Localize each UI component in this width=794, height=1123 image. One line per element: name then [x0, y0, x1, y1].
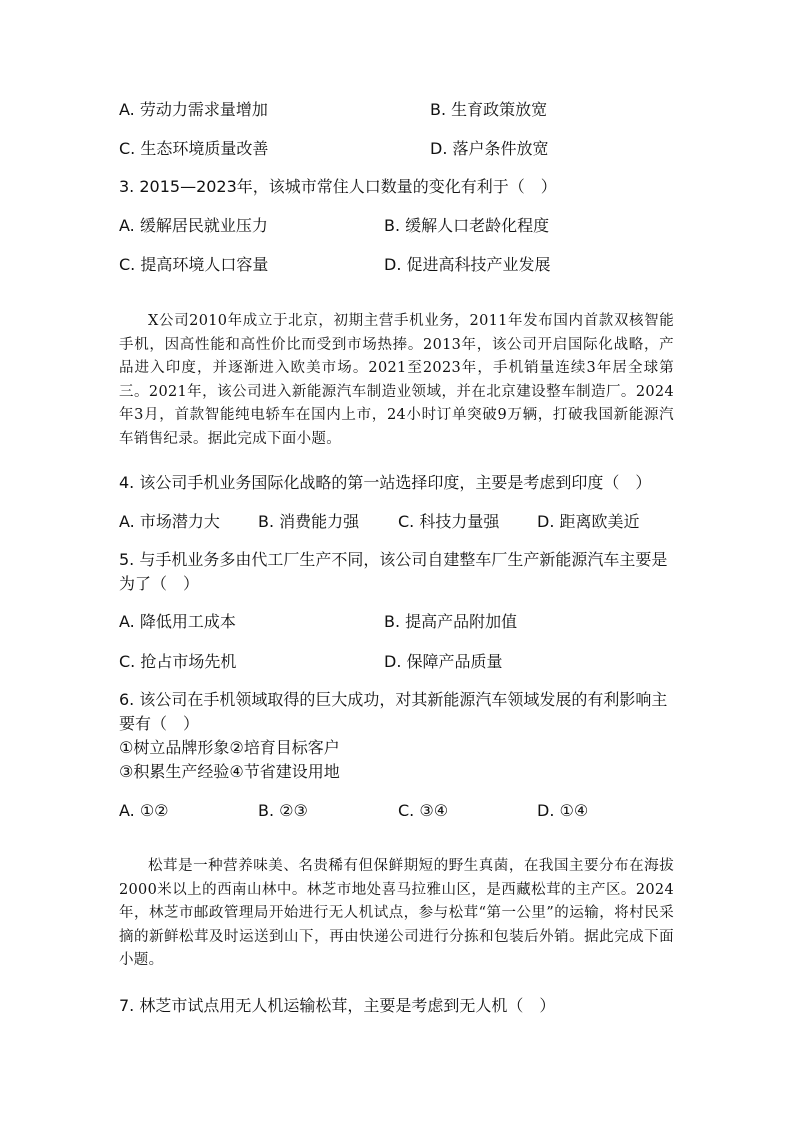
- q4-option-c[interactable]: C. 科技力量强: [398, 512, 500, 531]
- q4-option-b[interactable]: B. 消费能力强: [258, 512, 360, 531]
- q6-statements-2: ③积累生产经验④节省建设用地: [119, 762, 340, 781]
- reading-passage-2: 松茸是一种营养味美、名贵稀有但保鲜期短的野生真菌，在我国主要分布在海拔2000米以上的西南山林中。林芝市地处喜马拉雅山区，是西藏松茸的主产区。2024年，林芝市邮政管理局开始进行无人机试点，参与松茸“第一公里”的运输，将村民采摘的新鲜松茸及时运送到山下，再由快递公司进行分拣和包装后外销。据此完成下面小题。: [119, 858, 674, 968]
- q3-option-c[interactable]: C. 提高环境人口容量: [119, 255, 269, 274]
- q6-stem: 6. 该公司在手机领域取得的巨大成功，对其新能源汽车领域发展的有利影响主要有（ ）: [119, 690, 668, 733]
- q6-option-a[interactable]: A. ①②: [119, 801, 169, 820]
- q6-option-b[interactable]: B. ②③: [258, 801, 308, 820]
- q2-option-c[interactable]: C. 生态环境质量改善: [119, 139, 269, 158]
- q5-option-b[interactable]: B. 提高产品附加值: [384, 612, 518, 631]
- q3-option-b[interactable]: B. 缓解人口老龄化程度: [384, 216, 550, 235]
- q5-stem: 5. 与手机业务多由代工厂生产不同，该公司自建整车厂生产新能源汽车主要是为了（ ）: [119, 550, 668, 593]
- q3-stem: 3. 2015—2023年，该城市常住人口数量的变化有利于（ ）: [119, 177, 557, 196]
- q2-option-a[interactable]: A. 劳动力需求量增加: [119, 100, 268, 119]
- q6-option-c[interactable]: C. ③④: [398, 801, 449, 820]
- q5-option-a[interactable]: A. 降低用工成本: [119, 612, 236, 631]
- q2-option-b[interactable]: B. 生育政策放宽: [430, 100, 548, 119]
- q6-statements-1: ①树立品牌形象②培育目标客户: [119, 738, 340, 757]
- q4-option-d[interactable]: D. 距离欧美近: [537, 512, 640, 531]
- q6-option-d[interactable]: D. ①④: [537, 801, 589, 820]
- q4-stem: 4. 该公司手机业务国际化战略的第一站选择印度，主要是考虑到印度（ ）: [119, 473, 652, 492]
- q4-option-a[interactable]: A. 市场潜力大: [119, 512, 220, 531]
- q5-option-d[interactable]: D. 保障产品质量: [384, 652, 503, 671]
- q7-stem: 7. 林芝市试点用无人机运输松茸，主要是考虑到无人机（ ）: [119, 996, 556, 1015]
- q3-option-d[interactable]: D. 促进高科技产业发展: [384, 255, 551, 274]
- reading-passage-1: X公司2010年成立于北京，初期主营手机业务，2011年发布国内首款双核智能手机，因高性能和高性价比而受到市场热捧。2013年，该公司开启国际化战略，产品进入印度，并逐渐进入欧美市场。2021至2023年，手机销量连续3年居全球第三。2021年，该公司进入新能源汽车制造业领域，并在北京建设整车制造厂。2024年3月，首款智能纯电轿车在国内上市，24小时订单突破9万辆，打破我国新能源汽车销售纪录。据此完成下面小题。: [119, 313, 674, 447]
- q5-option-c[interactable]: C. 抢占市场先机: [119, 652, 237, 671]
- q3-option-a[interactable]: A. 缓解居民就业压力: [119, 216, 268, 235]
- q2-option-d[interactable]: D. 落户条件放宽: [430, 139, 549, 158]
